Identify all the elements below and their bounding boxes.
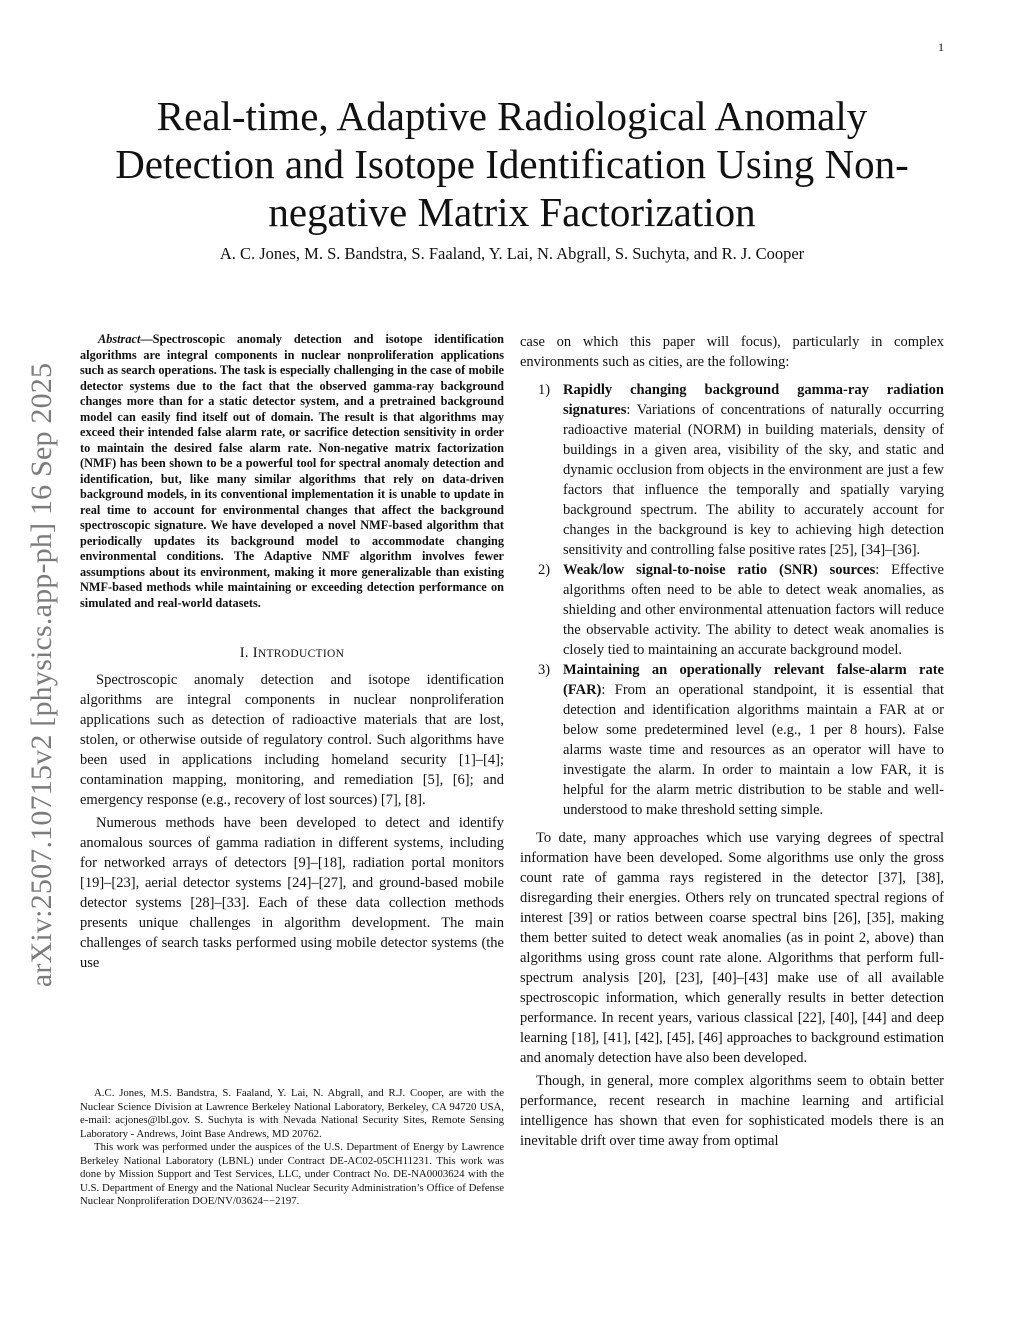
- page-number: 1: [938, 40, 944, 54]
- challenge-heading: Rapidly changing background gamma-ray radiation signatures: [563, 382, 944, 418]
- challenge-number: 1): [538, 382, 551, 398]
- challenge-list: [520, 380, 944, 820]
- right-intro-paragraph: case on which this paper will focus), particularly in complex environments such as cities, are the following:: [520, 334, 944, 370]
- challenge-number: 2): [538, 562, 551, 578]
- challenge-heading: Maintaining an operationally relevant false-alarm rate (FAR): [563, 662, 944, 698]
- body-paragraph: Though, in general, more complex algorithms seem to obtain better performance, recent research in machine learning and artificial intelligence has shown that even for sophisticated models there is an inevitable drift over time away from optimal: [520, 1073, 944, 1149]
- abstract-label: Abstract: [98, 332, 141, 346]
- left-column: [80, 332, 504, 973]
- challenge-item: [520, 660, 944, 820]
- challenge-text: : Effective algorithms often need to be able to detect weak anomalies, as shielding and other environmental attenuation factors will reduce the observable activity. The ability to detect weak anomalies is closely tied to maintaining an accurate background model.: [563, 562, 944, 658]
- footnote-funding: This work was performed under the auspices of the U.S. Department of Energy by Lawrence Berkeley National Laboratory (LBNL) under Contract DE-AC02-05CH11231. This work was done by Mission Support and Test Services, LLC, under Contract No. DE-NA0003624 with the U.S. Department of Energy and the National Nuclear Security Administration’s Office of Defense Nuclear Nonproliferation DOE/NV/03624−−2197.: [80, 1141, 504, 1207]
- arxiv-side-identifier: arXiv:2507.10715v2 [physics.app-ph] 16 Sep 2025: [25, 362, 58, 988]
- footnotes: [80, 1087, 504, 1209]
- author-list: A. C. Jones, M. S. Bandstra, S. Faaland, Y. Lai, N. Abgrall, S. Suchyta, and R. J. Cooper: [219, 244, 805, 263]
- challenge-item: [520, 560, 944, 660]
- paper-title: Real-time, Adaptive Radiological Anomaly Detection and Isotope Identification Using Non-negative Matrix Factorization: [115, 93, 909, 235]
- intro-paragraph: Spectroscopic anomaly detection and isotope identification algorithms are integral components in nuclear nonproliferation applications such as detection of radioactive materials that are lost, stolen, or otherwise outside of regulatory control. Such algorithms have been used in applications including homeland security [1]–[4]; contamination mapping, monitoring, and remediation [5], [6]; and emergency response (e.g., recovery of lost sources) [7], [8].: [80, 672, 504, 808]
- challenge-item: [520, 380, 944, 560]
- right-column: [520, 332, 944, 1151]
- abstract-text: —Spectroscopic anomaly detection and isotope identification algorithms are integral components in nuclear nonproliferation applications such as search operations. The task is especially challenging in the case of mobile detector systems due to the fact that the observed gamma-ray background changes more than for a static detector system, and a pretrained background model can easily find itself out of domain. The result is that algorithms may exceed their intended false alarm rate, or sacrifice detection sensitivity in order to maintain the desired false alarm rate. Non-negative matrix factorization (NMF) has been shown to be a powerful tool for spectral anomaly detection and identification, but, like many similar algorithms that rely on data-driven background models, in its conventional implementation it is unable to update in real time to account for environmental changes that affect the background spectroscopic signature. We have developed a novel NMF-based algorithm that periodically updates its background model to accommodate changing environmental conditions. The Adaptive NMF algorithm involves fewer assumptions about its environment, making it more generalizable than existing NMF-based methods while maintaining or exceeding detection performance on simulated and real-world datasets.: [80, 332, 504, 610]
- body-paragraph: To date, many approaches which use varying degrees of spectral information have been developed. Some algorithms use only the gross count rate of gamma rays registered in the detector [37], [38], disregarding their energies. Others rely on truncated spectral regions of interest [39] or ratios between coarse spectral bins [26], [35], making them better suited to detect weak anomalies (as in point 2, above) than algorithms using gross count rate alone. Algorithms that perform full-spectrum analysis [20], [23], [40]–[43] make use of all available spectroscopic information, which generally results in better detection performance. In recent years, various classical [22], [40], [44] and deep learning [18], [41], [42], [45], [46] approaches to background estimation and anomaly detection have also been developed.: [520, 830, 944, 1066]
- challenge-number: 3): [538, 662, 551, 678]
- challenge-heading: Weak/low signal-to-noise ratio (SNR) sources: [563, 562, 876, 578]
- footnote-affiliations: A.C. Jones, M.S. Bandstra, S. Faaland, Y. Lai, N. Abgrall, and R.J. Cooper, are with the Nuclear Science Division at Lawrence Berkeley National Laboratory, Berkeley, CA 94720 USA, e-mail: acjones@lbl.gov. S. Suchyta is with Nevada National Security Sites, Remote Sensing Laboratory - Andrews, Joint Base Andrews, MD 20762.: [80, 1087, 504, 1140]
- challenge-text: : Variations of concentrations of naturally occurring radioactive material (NORM) in building materials, density of buildings in a given area, visibility of the sky, and static and dynamic occlusion from objects in the environment are just a few factors that influence the temporally and spatially varying background spectrum. The ability to accurately account for changes in the background is key to achieving high detection sensitivity and controlling false positive rates [25], [34]–[36].: [563, 402, 944, 558]
- abstract: [80, 332, 504, 611]
- challenge-text: : From an operational standpoint, it is essential that detection and identification algorithms maintain a FAR at or below some predetermined level (e.g., 1 per 8 hours). False alarms waste time and resources as an operator will have to investigate the alarm. In order to maintain a low FAR, it is helpful for the alarm metric distribution to be stable and well-understood to make threshold setting simple.: [563, 682, 944, 818]
- section-heading-introduction: I. INTRODUCTION: [239, 645, 345, 661]
- intro-paragraph: Numerous methods have been developed to detect and identify anomalous sources of gamma radiation in different systems, including for networked arrays of detectors [9]–[18], radiation portal monitors [19]–[23], aerial detector systems [24]–[27], and ground-based mobile detector systems [28]–[33]. Each of these data collection methods presents unique challenges in algorithm development. The main challenges of search tasks performed using mobile detector systems (the use: [80, 815, 504, 971]
